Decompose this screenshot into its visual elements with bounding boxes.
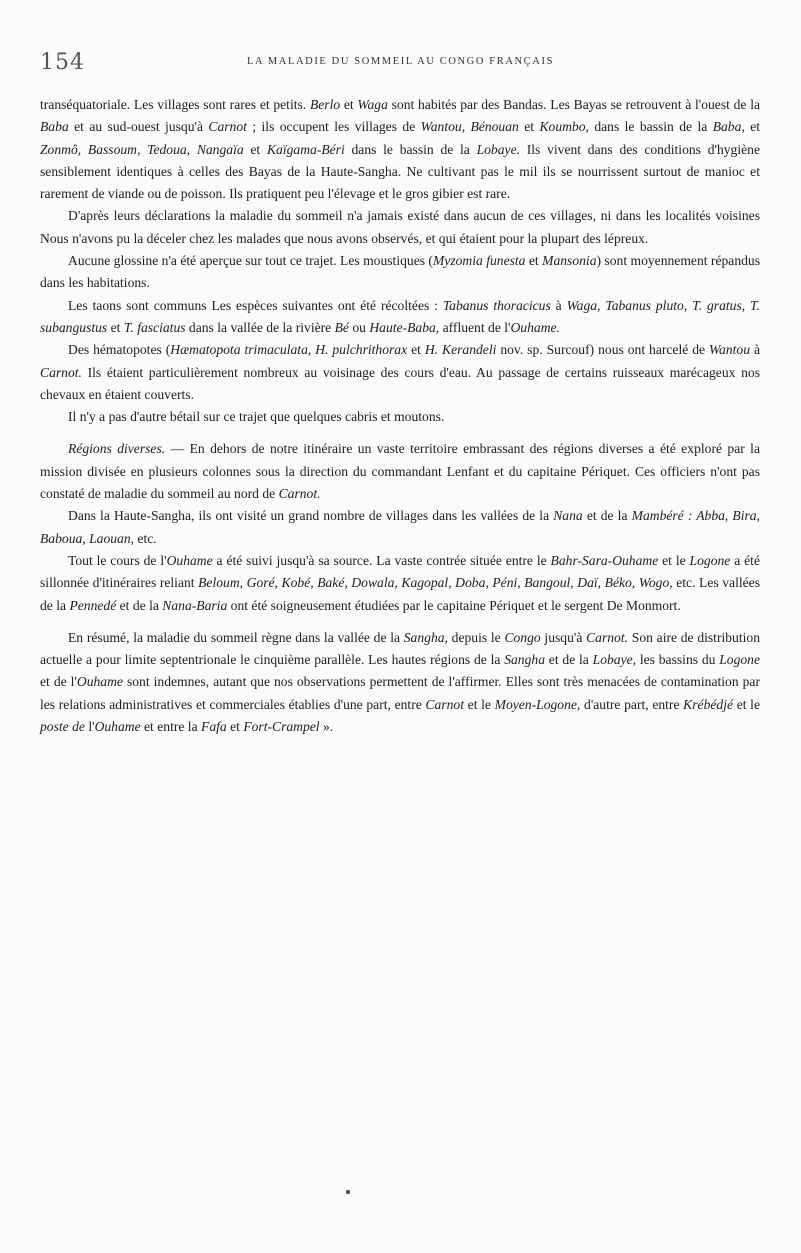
paragraph <box>40 505 760 550</box>
text-run: Ils vivent dans des conditions d'hygiène sensiblement identiques à celles des Bayas de la Haute-Sangha. Ne cultivant pas le mil ils se nourrissent surtout de manioc et rarement de viande ou de poisson. Ils pratiquent peu l'élevage et le gros gibier est rare. <box>40 141 760 202</box>
text-run: jusqu'à <box>540 629 587 645</box>
text-run: En résumé, la maladie du sommeil règne dans la vallée de la <box>68 629 404 645</box>
text-run: et <box>226 719 244 735</box>
text-run: ont été soigneusement étudiées par le capitaine Périquet et le sergent De Monmort. <box>227 597 681 613</box>
italic-text: Lobaye. <box>476 141 520 157</box>
italic-text: H. Kerandeli <box>424 342 497 358</box>
text-run: depuis le <box>447 629 505 645</box>
italic-text: Sangha <box>504 652 545 668</box>
text-run: et <box>407 342 425 358</box>
text-run: à <box>750 342 761 358</box>
text-run: affluent de l' <box>439 319 511 335</box>
text-run: et le <box>733 696 760 712</box>
italic-text: Ouhame. <box>510 319 560 335</box>
text-run: Aucune glossine n'a été aperçue sur tout ce trajet. Les moustiques ( <box>68 253 433 269</box>
text-run: et <box>518 119 540 135</box>
text-run: a été suivi jusqu'à sa source. La vaste contrée située entre le <box>212 552 551 568</box>
italic-text: Krébédjé <box>683 696 734 712</box>
text-run: ; ils occupent les villages de <box>246 119 421 135</box>
italic-text: Lobaye, <box>592 652 637 668</box>
italic-text: Carnot <box>425 696 464 712</box>
italic-text: Fort-Crampel <box>243 719 320 735</box>
italic-text: T. fasciatus <box>123 319 186 335</box>
italic-text: Logone <box>719 652 761 668</box>
italic-text: Carnot. <box>40 364 82 380</box>
italic-text: Tabanus thoracicus <box>442 297 551 313</box>
paragraph <box>40 339 760 406</box>
paragraph <box>40 550 760 617</box>
paragraph <box>40 205 760 250</box>
page-number: 154 <box>40 50 85 75</box>
italic-text: Carnot. <box>278 486 321 502</box>
paragraph <box>40 94 760 205</box>
text-run: et <box>744 119 761 135</box>
text-run: et de la <box>582 508 632 524</box>
text-run: a été sillonnée d'itinéraires reliant <box>40 552 760 591</box>
italic-text: Ouhame <box>76 674 123 690</box>
text-run: et de l' <box>40 674 77 690</box>
text-run: dans le bassin de la <box>344 141 477 157</box>
italic-text: Berlo <box>309 97 341 112</box>
italic-text: Baba <box>40 119 69 135</box>
page-header <box>40 50 761 76</box>
text-run: et de la <box>116 597 163 613</box>
italic-text: Myzomia funesta <box>432 253 526 269</box>
text-run: Son aire de distribution actuelle a pour limite septentrionale le cinquième parallèle. Les hautes régions de la <box>40 629 760 668</box>
text-run: etc. <box>134 530 157 546</box>
italic-text: Fafa <box>201 719 227 735</box>
italic-text: Haute-Baba, <box>369 319 440 335</box>
text-run: Des hématopotes ( <box>68 342 171 358</box>
text-run: et <box>525 253 543 269</box>
italic-text: Mambéré : Abba, Bira, Baboua, Laouan, <box>40 508 760 546</box>
italic-text: Baba, <box>712 119 745 135</box>
paragraph <box>40 250 760 295</box>
italic-text: Pennedé <box>69 597 117 613</box>
text-run: — En dehors de notre itinéraire un vaste territoire embrassant des régions diverses a été exploré par la mission divisée en plusieurs colonnes sous la direction du commandant Lenfant et du capitaine Périquet. Ces officiers n'ont pas constaté de maladie du sommeil au nord de <box>40 441 760 502</box>
text-run: Tout le cours de l' <box>68 552 167 568</box>
text-run: et <box>340 97 358 112</box>
italic-text: Wantou <box>708 342 751 358</box>
italic-text: Sangha, <box>403 629 448 645</box>
text-run: d'autre part, entre <box>580 696 684 712</box>
text-run: Les taons sont communs Les espèces suivantes ont été récoltées : <box>68 297 443 313</box>
text-run: D'après leurs déclarations la maladie du sommeil n'a jamais existé dans aucun de ces villages, ni dans les localités voisines Nous n'avons pu la déceler chez les malades que nous avons observés, et qui étaient pour la plupart des lépreux. <box>40 208 760 246</box>
text-run: ». <box>319 719 334 735</box>
text-run: dans le bassin de la <box>588 119 713 135</box>
italic-text: Waga, Tabanus pluto, T. gratus, T. subangustus <box>40 297 760 335</box>
text-run: à <box>550 297 567 313</box>
italic-text: Congo <box>504 629 541 645</box>
paragraph <box>40 627 760 738</box>
italic-text: Nana-Baria <box>162 597 228 613</box>
ink-speck <box>346 1190 350 1194</box>
italic-text: Bé <box>334 319 349 335</box>
italic-text: Koumbo, <box>539 119 589 135</box>
text-run: ou <box>348 319 370 335</box>
paragraph <box>40 295 760 340</box>
italic-text: Bahr-Sara-Ouhame <box>550 552 659 568</box>
text-run: et <box>107 319 124 335</box>
text-run: transéquatoriale. Les villages sont rares et petits. <box>40 97 310 112</box>
text-run: sont habités par des Bandas. Les Bayas se retrouvent à l'ouest de la <box>387 97 760 112</box>
text-run: et le <box>658 552 690 568</box>
text-run: ) sont moyennement répandus dans les habitations. <box>40 253 760 291</box>
paragraph <box>40 406 760 428</box>
italic-text: Waga <box>357 97 388 112</box>
italic-text: poste de <box>40 719 85 735</box>
text-run: l' <box>84 719 95 735</box>
italic-text: Hæmatopota trimaculata, H. pulchrithorax <box>170 342 408 358</box>
text-run: et le <box>463 696 495 712</box>
body-text <box>40 94 760 738</box>
italic-text: Beloum, Goré, Kobé, Baké, Dowala, Kagopal, Doba, Péni, Bangoul, Daï, Béko, Wogo, <box>198 575 673 591</box>
italic-text: Carnot. <box>586 629 629 645</box>
italic-text: Carnot <box>208 119 247 135</box>
text-run: etc. Les vallées de la <box>40 575 760 613</box>
italic-text: Régions diverses. <box>68 441 166 457</box>
running-title: LA MALADIE DU SOMMEIL AU CONGO FRANÇAIS <box>246 56 555 67</box>
italic-text: Logone <box>689 552 731 568</box>
italic-text: Wantou, Bénouan <box>420 119 519 135</box>
italic-text: Moyen-Logone, <box>494 696 581 712</box>
italic-text: Kaïgama-Béri <box>266 141 345 157</box>
paragraph <box>40 438 760 505</box>
italic-text: Ouhame <box>94 719 141 735</box>
text-run: et <box>243 141 267 157</box>
text-run: Dans la Haute-Sangha, ils ont visité un grand nombre de villages dans les vallées de la <box>68 508 554 524</box>
text-run: Il n'y a pas d'autre bétail sur ce trajet que quelques cabris et moutons. <box>68 409 445 425</box>
italic-text: Ouhame <box>166 552 213 568</box>
italic-text: Zonmô, Bassoum, Tedoua, Nangaïa <box>40 141 244 157</box>
italic-text: Nana <box>553 508 583 524</box>
text-run: les bassins du <box>636 652 720 668</box>
text-run: dans la vallée de la rivière <box>185 319 335 335</box>
text-run: et au sud-ouest jusqu'à <box>68 119 209 135</box>
text-run: Ils étaient particulièrement nombreux au voisinage des cours d'eau. Au passage de certains ruisseaux marécageux nos chevaux en étaient couverts. <box>40 364 760 402</box>
text-run: sont indemnes, autant que nos observations permettent de l'affirmer. Elles sont très menacées de contamination par les relations administratives et commerciales établies d'une part, entre <box>40 674 760 712</box>
text-run: nov. sp. Surcouf) nous ont harcelé de <box>496 342 709 358</box>
italic-text: Mansonia <box>542 253 597 269</box>
text-run: et entre la <box>140 719 202 735</box>
text-run: et de la <box>544 652 593 668</box>
